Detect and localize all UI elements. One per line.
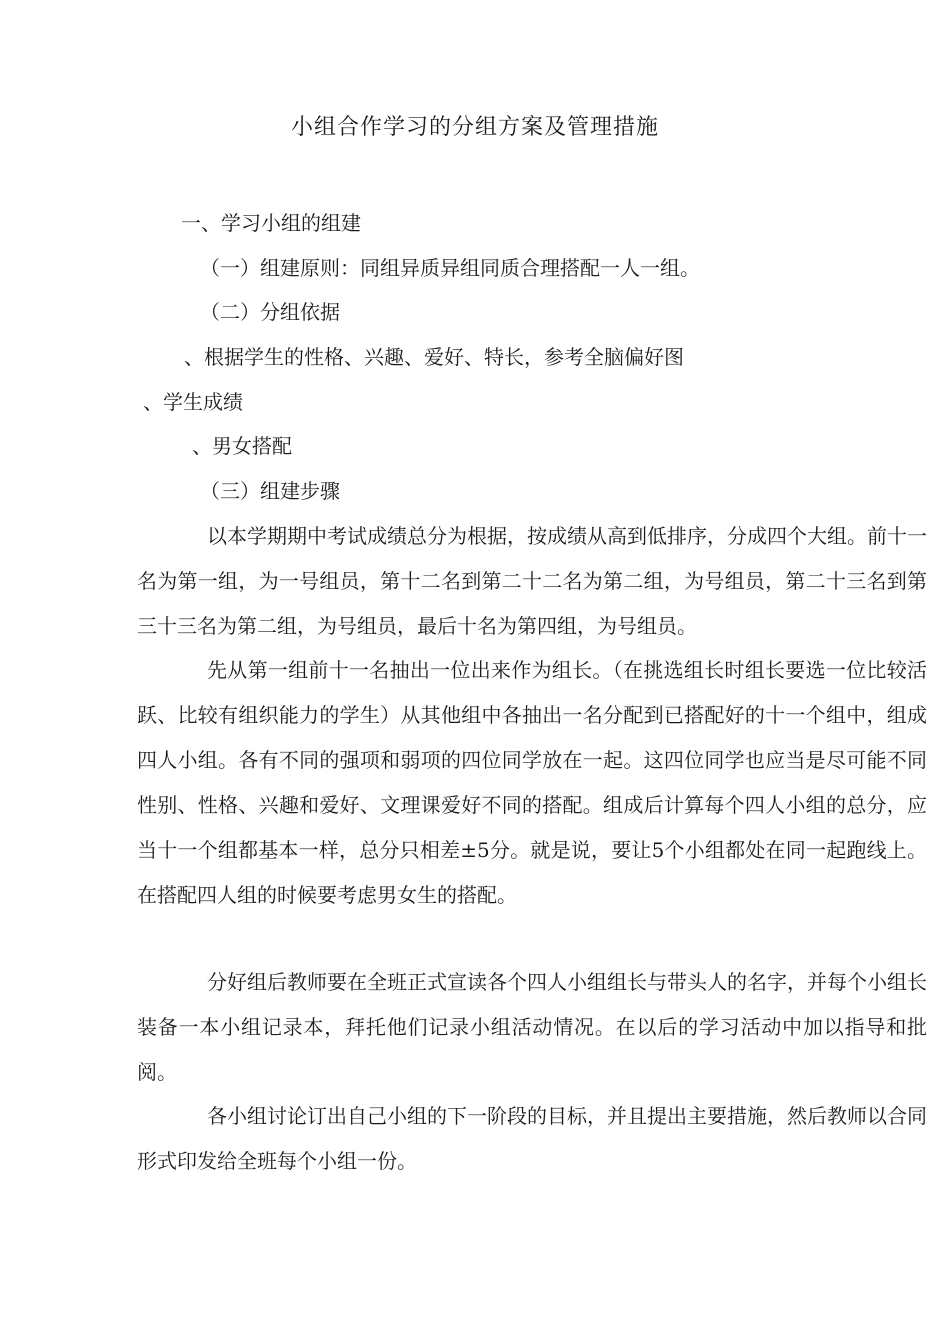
body-paragraph: 各小组讨论订出自己小组的下一阶段的目标，并且提出主要措施，然后教师以合同形式印发给全班每个小组一份。 <box>137 1104 927 1173</box>
body-paragraph: 先从第一组前十一名抽出一位出来作为组长。（在挑选组长时组长要选一位比较活跃、比较有组织能力的学生）从其他组中各抽出一名分配到已搭配好的十一个组中，组成四人小组。各有不同的强项和弱项的四位同学放在一起。这四位同学也应当是尽可能不同性别、性格、兴趣和爱好、文理课爱好不同的搭配。组成后计算每个四人小组的总分，应当十一个组都基本一样，总分只相差±5分。就是说，要让5个小组都处在同一起跑线上。在搭配四人组的时候要考虑男女生的搭配。 <box>137 658 927 907</box>
body-paragraph: 以本学期期中考试成绩总分为根据，按成绩从高到低排序，分成四个大组。前十一名为第一组，为一号组员，第十二名到第二十二名为第二组，为号组员，第二十三名到第三十三名为第二组，为号组员，最后十名为第四组，为号组员。 <box>137 524 927 638</box>
basis-heading: （二）分组依据 <box>200 300 340 324</box>
basis-item: 、男女搭配 <box>192 434 292 458</box>
steps-heading: （三）组建步骤 <box>200 479 340 503</box>
basis-item: 、根据学生的性格、兴趣、爱好、特长，参考全脑偏好图 <box>184 345 684 369</box>
section-heading: 一、学习小组的组建 <box>181 211 361 235</box>
document-title: 小组合作学习的分组方案及管理措施 <box>290 115 659 140</box>
body-paragraph: 分好组后教师要在全班正式宣读各个四人小组组长与带头人的名字，并每个小组长装备一本小组记录本，拜托他们记录小组活动情况。在以后的学习活动中加以指导和批阅。 <box>137 970 927 1084</box>
basis-item: 、学生成绩 <box>143 390 243 414</box>
principle-line: （一）组建原则：同组异质异组同质合理搭配一人一组。 <box>200 256 700 280</box>
